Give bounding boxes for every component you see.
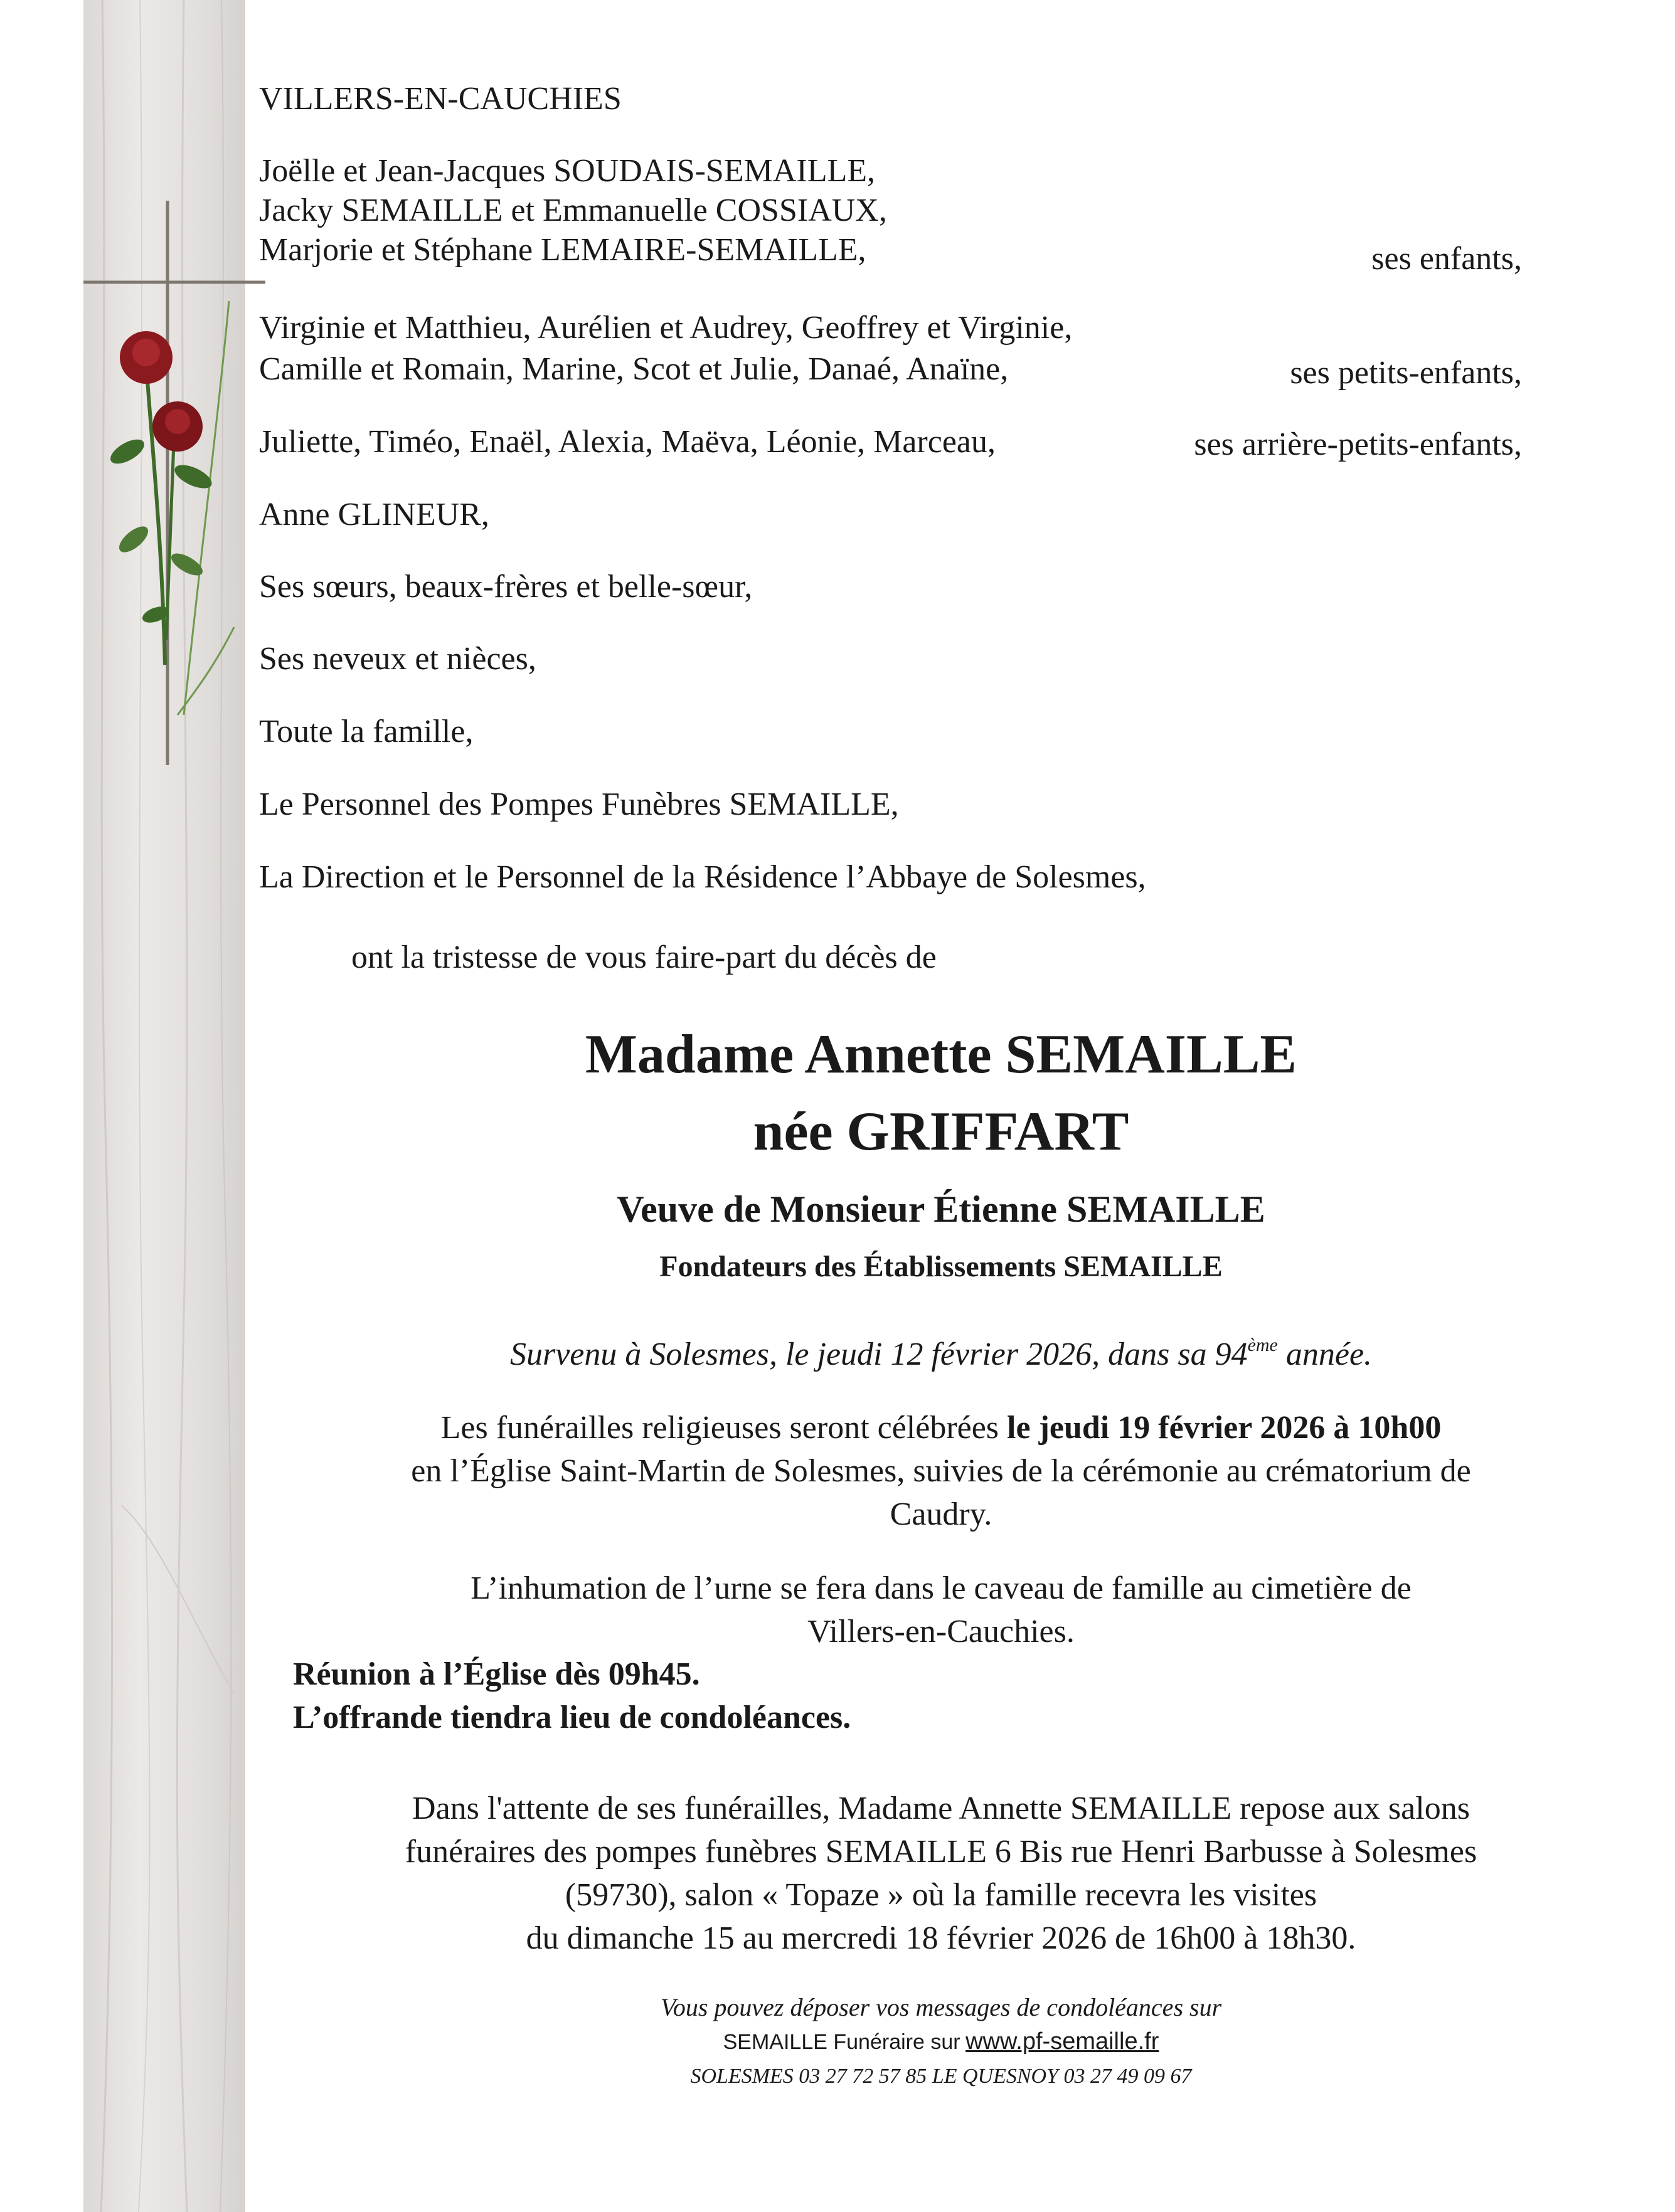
- visits-line-1: Dans l'attente de ses funérailles, Madame Annette SEMAILLE repose aux salons: [412, 1791, 1470, 1826]
- deceased-name: Madame Annette SEMAILLE: [585, 1024, 1297, 1085]
- family-member-line: La Direction et le Personnel de la Résidence l’Abbaye de Solesmes,: [259, 859, 1146, 895]
- company-line: [257, 2027, 1625, 2057]
- leaf: [107, 435, 148, 468]
- children-label: ses enfants,: [1371, 241, 1522, 277]
- death-line: [257, 1335, 1625, 1375]
- founders-line: Fondateurs des Établissements SEMAILLE: [659, 1250, 1223, 1283]
- condolences-text: Vous pouvez déposer vos messages de condoléances sur: [660, 1993, 1222, 2021]
- announcement-intro: ont la tristesse de vous faire-part du décès de: [351, 939, 937, 975]
- great-grandchildren-line: Juliette, Timéo, Enaël, Alexia, Maëva, Léonie, Marceau,: [259, 424, 996, 460]
- website-link[interactable]: www.pf-semaille.fr: [965, 2028, 1159, 2055]
- grandchildren-line-2: Camille et Romain, Marine, Scot et Julie, Danaé, Anaïne,: [259, 351, 1009, 387]
- family-member-line: Anne GLINEUR,: [259, 497, 489, 532]
- cross-with-roses-illustration: [83, 188, 272, 778]
- burial-line-1: L’inhumation de l’urne se fera dans le caveau de famille au cimetière de: [471, 1570, 1412, 1606]
- grandchildren-label: ses petits-enfants,: [1290, 355, 1522, 391]
- grass-blade: [184, 301, 229, 715]
- funeral-line-1-start: Les funérailles religieuses seront célébrées: [440, 1410, 1008, 1446]
- great-grandchildren-label: ses arrière-petits-enfants,: [1194, 426, 1522, 462]
- deceased-birth-name: née GRIFFART: [753, 1101, 1129, 1162]
- death-end: année.: [1277, 1336, 1373, 1372]
- visits-line-2: funéraires des pompes funèbres SEMAILLE 6 Bis rue Henri Barbusse à Solesmes: [405, 1834, 1477, 1870]
- funeral-date: le jeudi 19 février 2026 à 10h00: [1007, 1410, 1442, 1446]
- children-line-1: Joëlle et Jean-Jacques SOUDAIS-SEMAILLE,: [259, 153, 876, 189]
- family-member-line: Toute la famille,: [259, 714, 474, 749]
- funeral-line-1: [257, 1408, 1625, 1448]
- rose-flower-inner: [132, 339, 160, 366]
- meeting-line: Réunion à l’Église dès 09h45.: [293, 1656, 700, 1692]
- offering-line: L’offrande tiendra lieu de condoléances.: [293, 1700, 851, 1735]
- widow-of-line: Veuve de Monsieur Étienne SEMAILLE: [617, 1188, 1265, 1230]
- leaf: [115, 522, 152, 557]
- death-superscript: ème: [1247, 1335, 1278, 1355]
- children-line-2: Jacky SEMAILLE et Emmanuelle COSSIAUX,: [259, 193, 887, 228]
- death-text: Survenu à Solesmes, le jeudi 12 février 2026, dans sa 94: [509, 1336, 1248, 1372]
- burial-line-2: Villers-en-Cauchies.: [807, 1614, 1075, 1649]
- phone-numbers: SOLESMES 03 27 72 57 85 LE QUESNOY 03 27 49 09 67: [690, 2065, 1192, 2088]
- visits-line-3: (59730), salon « Topaze » où la famille recevra les visites: [565, 1877, 1317, 1913]
- rose-flower-inner: [165, 409, 190, 434]
- company-name: SEMAILLE Funéraire sur: [723, 2030, 960, 2054]
- funeral-line-2: en l’Église Saint-Martin de Solesmes, suivies de la cérémonie au crématorium de: [411, 1453, 1471, 1489]
- town-heading: VILLERS-EN-CAUCHIES: [259, 81, 622, 117]
- grandchildren-line-1: Virginie et Matthieu, Aurélien et Audrey, Geoffrey et Virginie,: [259, 310, 1073, 346]
- family-member-line: Le Personnel des Pompes Funèbres SEMAILLE,: [259, 786, 899, 822]
- family-member-line: Ses sœurs, beaux-frères et belle-sœur,: [259, 569, 753, 605]
- family-member-line: Ses neveux et nièces,: [259, 641, 536, 677]
- funeral-line-3: Caudry.: [890, 1496, 992, 1532]
- visits-line-4: du dimanche 15 au mercredi 18 février 2026 de 16h00 à 18h30.: [526, 1920, 1356, 1956]
- children-line-3: Marjorie et Stéphane LEMAIRE-SEMAILLE,: [259, 232, 866, 268]
